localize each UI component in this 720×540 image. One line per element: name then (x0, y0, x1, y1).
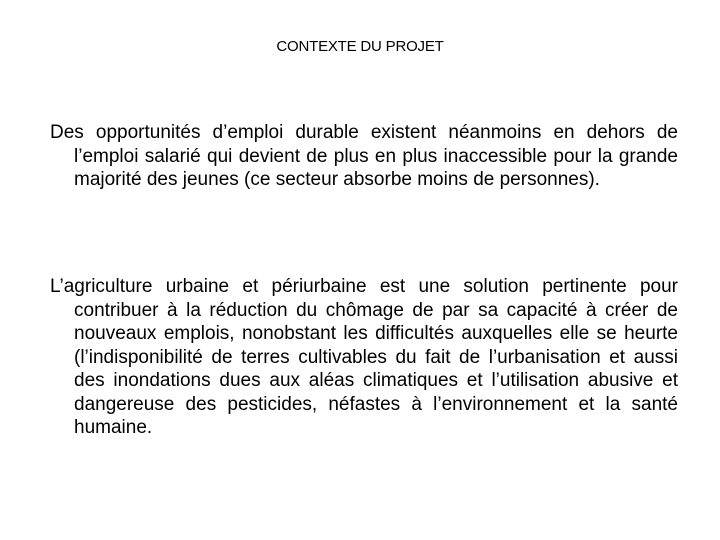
paragraph-agriculture-urbaine: L’agriculture urbaine et périurbaine est une solution pertinente pour contribuer à la réduction du chômage de par sa capacité à créer de nouveaux emplois, nonobstant les difficultés auxquelles elle se heurte (l’indisponibilité de terres cultivables du fait de l’urbanisation et aussi des inondations dues aux aléas climatiques et l’utilisation abusive et dangereuse des pesticides, néfastes à l’environnement et la santé humaine. (50, 276, 678, 438)
paragraph-emploi-durable: Des opportunités d’emploi durable existent néanmoins en dehors de l’emploi salarié qui devient de plus en plus inaccessible pour la grande majorité des jeunes (ce secteur absorbe moins de personnes). (50, 122, 678, 190)
slide-title: CONTEXTE DU PROJET (276, 38, 444, 55)
